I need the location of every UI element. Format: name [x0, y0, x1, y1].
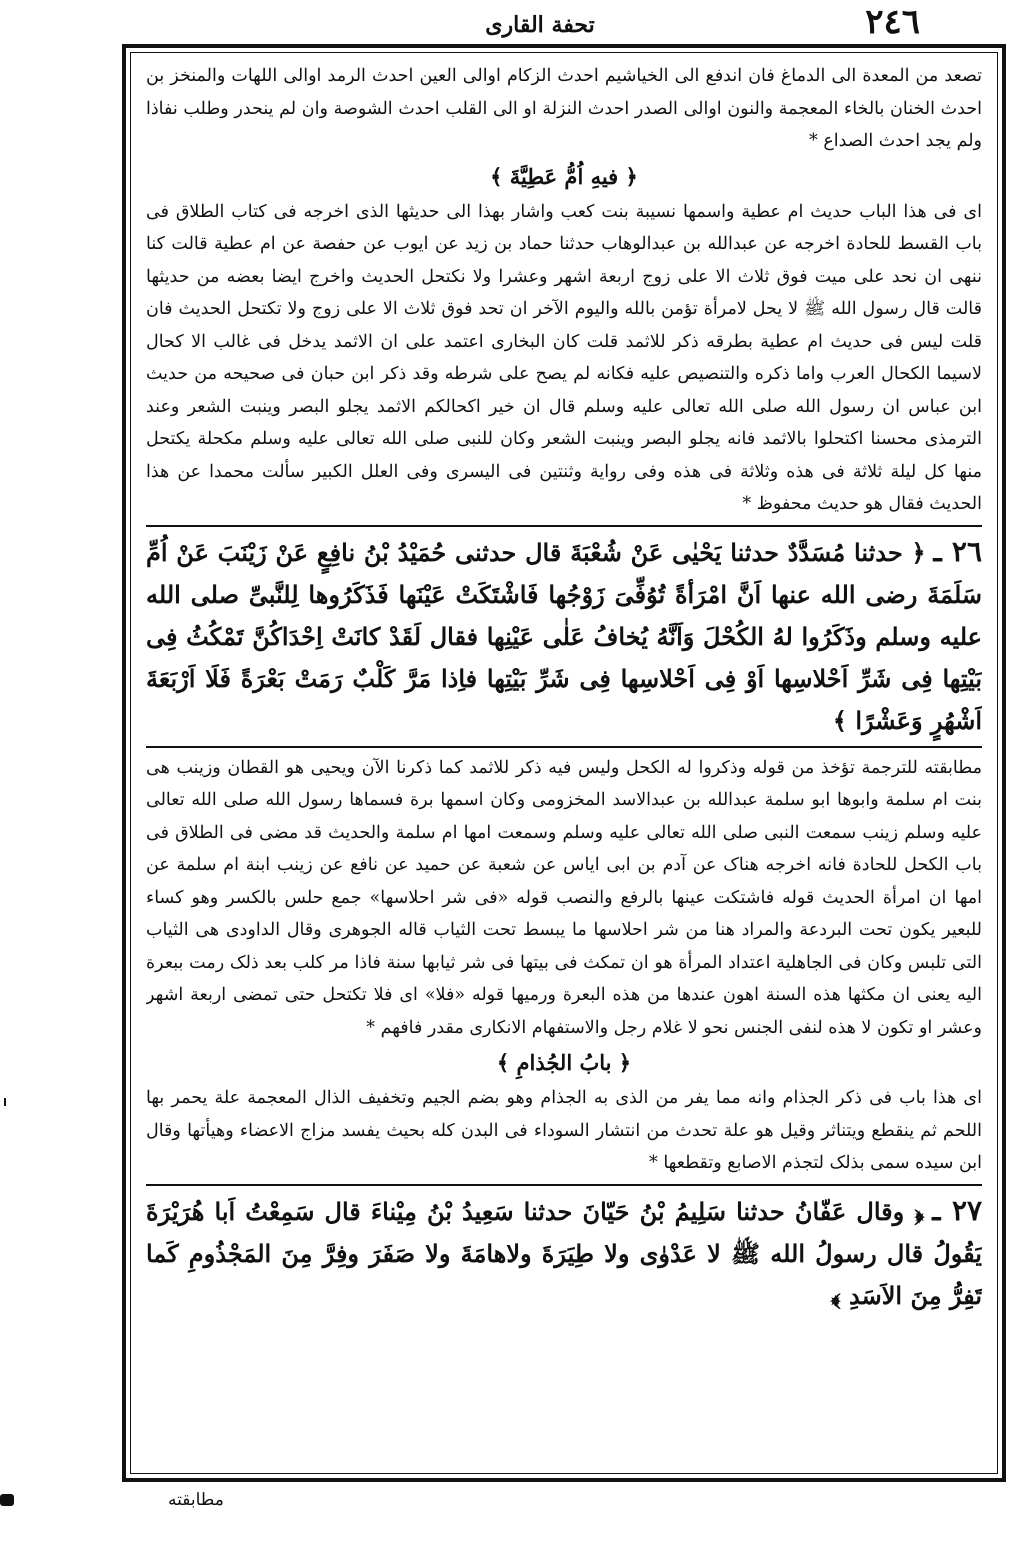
divider-rule: [146, 1184, 982, 1186]
heading-text: ﴿ فیهِ اُمُّ عَطِیَّةَ ﴾: [490, 163, 638, 189]
catchword: مطابقته: [168, 1490, 224, 1510]
hadith-27: [146, 1190, 982, 1317]
heading-text: ﴿ بابُ الجُذامِ ﴾: [496, 1050, 632, 1075]
page-header: [140, 4, 920, 44]
section-heading-judham: [146, 1044, 982, 1082]
divider-rule: [146, 525, 982, 527]
margin-tick: [4, 1098, 6, 1106]
hadith-number-27: ٢٧ ـ: [932, 1193, 982, 1227]
commentary-paragraph-2: ای فی هذا الباب حدیث ام عطیة واسمها نسیبة بنت کعب واشار بهذا الی حدیثها الذی اخرجه فی کتاب الطلاق فی باب القسط للحادة اخرجه عن عبدالله بن عبدالوهاب حدثنا حماد بن زید عن ایوب عن حفصة عن ام عطیة قالت کنا ننهی ان نحد علی میت فوق ثلاث الا علی زوج اربعة اشهر وعشرا ولا نکتحل الحدیث واخرج ایضا بعضه من حدیثها قالت قال رسول الله ﷺ لا یحل لامرأة تؤمن بالله والیوم الآخر ان تحد فوق ثلاث الا علی زوج ولا تکتحل الحدیث فان قلت لیس فی حدیث ام عطیة بطرقه ذکر للاثمد قلت کان البخاری اعتمد علی ان الاثمد یدخل فی غالب الا کحال لاسیما الکحال العرب واما ذکره والتنصیص علیه فکانه لم یصح علی شرطه وقد ذکر ابن حبان فی صحیحه من حدیث ابن عباس ان رسول الله صلی الله تعالی علیه وسلم قال ان خیر اکحالکم الاثمد یجلو البصر وینبت الشعر وعند الترمذی محسنا اکتحلوا بالاثمد فانه یجلو البصر وینبت الشعر وکان للنبی صلی الله تعالی علیه وسلم مکحلة یکتحل منها کل لیلة ثلاثة فی هذه وثلاثة فی هذه وفی روایة وثنتین فی الیسری وفی العلل الکبیر سألت محمدا عن هذا الحدیث فقال هو حدیث محفوظ *: [146, 201, 982, 514]
running-title: تحفة القاری: [485, 12, 595, 38]
hadith-number-26: ٢٦ ـ: [933, 534, 982, 568]
commentary-paragraph-1: تصعد من المعدة الی الدماغ فان اندفع الی الخیاشیم احدث الزکام اوالی العین احدث الرمد اوالی اللهات والمنخز بن احدث الخنان بالخاء المعجمة والنون اوالی الصدر احدث النزلة او الی القلب احدث الشوصة وان لم ینحدر وطلب نفاذا ولم یجد احدث الصداع *: [146, 66, 982, 151]
page-content: [146, 60, 982, 1464]
hadith-26-text: ﴿ حدثنا مُسَدَّدٌ حدثنا یَحْیٰی عَنْ شُعْبَةَ قال حدثنی حُمَیْدُ بْنُ نافِعٍ عَنْ زَیْنَبَ عَنْ اُمِّ سَلَمَةَ رضی الله عنها اَنَّ امْرَأةً تُوُفِّیَ زَوْجُها فَاشْتَکَتْ عَیْنَها فَذَکَرُوها لِلنَّبیِّ صلی الله علیه وسلم وذَکَرُوا لهُ الکُحْلَ وَاَنَّهُ یُخافُ عَلٰی عَیْنِها فقال لَقَدْ کانَتْ اِحْدَاکُنَّ تَمْکُثُ فِی بَیْتِها فِی شَرِّ اَحْلاسِها اَوْ فِی اَحْلاسِها فِی شَرِّ بَیْتِها فاِذا مَرَّ کَلْبٌ رَمَتْ بَعْرَةً فَلَا اَرْبَعَةَ اَشْهُرٍ وَعَشْرًا ﴾: [146, 537, 982, 735]
divider-rule: [146, 746, 982, 748]
commentary-paragraph-4: ای هذا باب فی ذکر الجذام وانه مما یفر من الذی به الجذام وهو بضم الجیم وتخفیف الذال المعجمة علة یحمر بها اللحم ثم ینقطع ویتناثر وقیل هو علة تحدث من انتشار السوداء فی البدن کله بحیث یفسد مزاج الاعضاء وهیأتها وقال ابن سیده سمی بذلک لتجذم الاصابع وتقطعها *: [146, 1088, 982, 1173]
hadith-26: [146, 531, 982, 742]
margin-mark: [0, 1494, 14, 1506]
section-heading-umm-atiyya: [146, 158, 982, 196]
hadith-27-text: ﴿ وقال عَفّانُ حدثنا سَلِیمُ بْنُ حَیّانَ حدثنا سَعِیدُ بْنُ مِیْناءَ قال سَمِعْتُ اَبا هُرَیْرَةَ یَقُولُ قال رسولُ الله ﷺ لا عَدْوٰی ولا طِیَرَةَ ولاهامَةَ ولا صَفَرَ وفِرَّ مِنَ المَجْذُومِ کَما تَفِرُّ مِنَ الاَسَدِ ﴾: [146, 1196, 982, 1310]
commentary-paragraph-3: مطابقته للترجمة تؤخذ من قوله وذکروا له الکحل ولیس فیه ذکر للاثمد کما ذکرنا الآن ویحیی هو القطان وزینب هی بنت ام سلمة وابوها ابو سلمة عبدالله بن عبدالاسد المخزومی وکان اسمها برة فسماها رسول الله صلی الله تعالی علیه وسلم زینب سمعت النبی صلی الله تعالی علیه وسلم وسمعت امها ام سلمة والحدیث قد مضی فی الطلاق فی باب الکحل للحادة فانه اخرجه هناک عن آدم بن ابی ایاس عن شعبة عن حمید عن نافع عن زینب ابنة ام سلمة عن امها ان امرأة الحدیث قوله فاشتکت عینها بالرفع والنصب قوله «فی شر احلاسها» جمع حلس بالکسر وهو کساء للبعیر یکون تحت البردعة والمراد هنا من شر احلاسها ما یبسط تحت الثیاب قاله الجوهری وقال الداودی هی الثیاب التی تلبس وکان فی الجاهلیة اعتداد المرأة هو ان تمکث فی بیتها فی شر ثیابها سنة فاذا مر کلب بعد ذلک رمت ببعرة الیه یعنی ان مکثها هذه السنة اهون عندها من هذه البعرة ورمیها قوله «فلا» ای فلا تکتحل حتی تمضی اربعة اشهر وعشر او تکون لا هذه لنفی الجنس نحو لا غلام رجل والاستفهام الانکاری مقدر فافهم *: [146, 757, 982, 1038]
page-number: ٢٤٦: [865, 2, 920, 42]
